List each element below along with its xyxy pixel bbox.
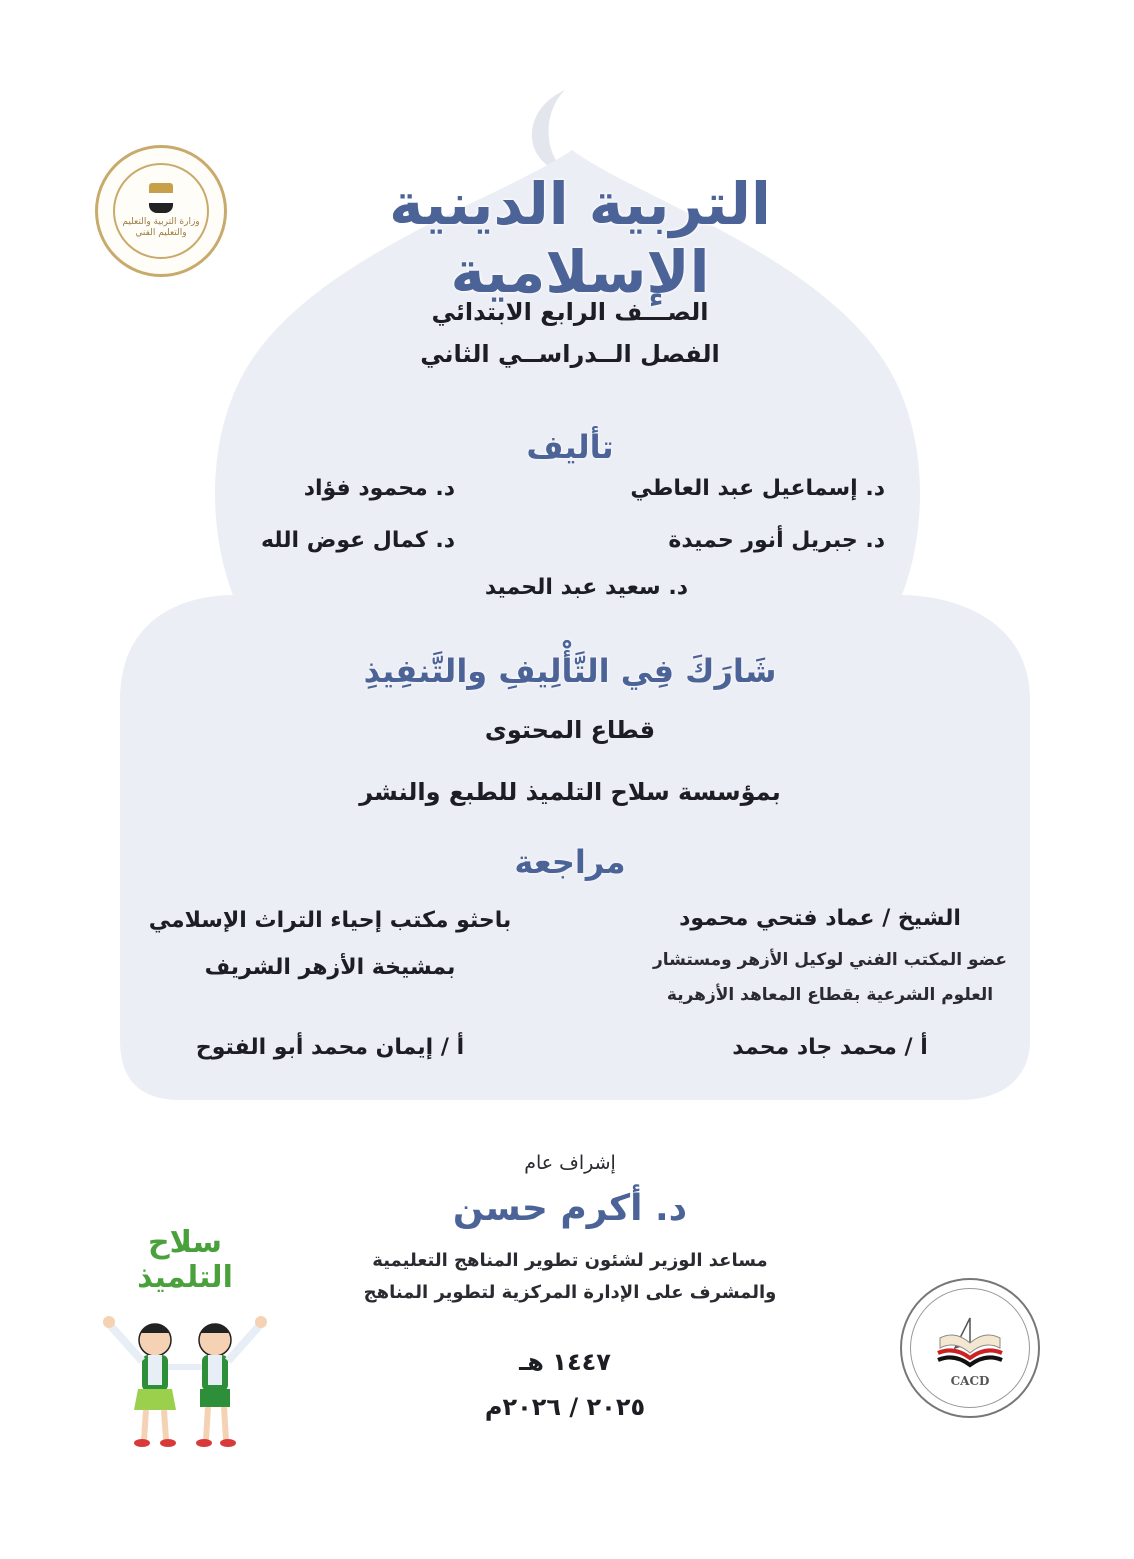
book-title: التربية الدينية الإسلامية [389,170,771,306]
supervisor-name: د. أكرم حسن [452,1188,688,1229]
gregorian-year: ٢٠٢٥ / ٢٠٢٦م [484,1393,646,1421]
reviewer-role: بمشيخة الأزهر الشريف [204,955,456,980]
publisher-logo-text: سلاح التلميذ [137,1225,233,1295]
participation-line: بمؤسسة سلاح التلميذ للطبع والنشر [359,778,781,806]
review-heading: مراجعة [514,843,626,881]
reviewer-name: أ / محمد جاد محمد [732,1035,928,1060]
publisher-logo [100,1225,270,1435]
author-name: د. كمال عوض الله [260,528,455,553]
author-name: د. إسماعيل عبد العاطي [630,476,885,501]
author-name: د. جبريل أنور حميدة [668,528,885,553]
authors-heading: تأليف [526,428,614,466]
cacd-label: CACD [950,1374,990,1388]
hijri-year: ١٤٤٧ هـ [519,1348,611,1376]
author-name: د. محمود فؤاد [303,476,455,501]
reviewer-role: العلوم الشرعية بقطاع المعاهد الأزهرية [666,985,994,1005]
participation-line: قطاع المحتوى [484,716,656,744]
supervisor-role: مساعد الوزير لشئون تطوير المناهج التعليمية [372,1250,768,1271]
participation-heading: شَارَكَ فِي التَّأْلِيفِ والتَّنفِيذِ [363,652,777,690]
reviewer-role: باحثو مكتب إحياء التراث الإسلامي [148,908,512,933]
reviewer-name: أ / إيمان محمد أبو الفتوح [195,1035,465,1060]
grade-label: الصـــف الرابع الابتدائي [431,298,709,326]
author-name: د. سعيد عبد الحميد [484,575,688,600]
term-label: الفصل الــدراســي الثاني [420,340,720,368]
children-illustration-icon [100,1295,270,1455]
ministry-seal-text: وزارة التربية والتعليم والتعليم الفني [122,217,200,238]
eagle-emblem-icon [149,183,173,213]
supervision-label: إشراف عام [524,1152,616,1174]
reviewer-name: الشيخ / عماد فتحي محمود [679,906,961,931]
supervisor-role: والمشرف على الإدارة المركزية لتطوير المناهج [363,1282,777,1303]
cacd-logo [900,1278,1040,1418]
reviewer-role: عضو المكتب الفني لوكيل الأزهر ومستشار [652,950,1008,970]
ministry-seal-logo [95,145,227,277]
